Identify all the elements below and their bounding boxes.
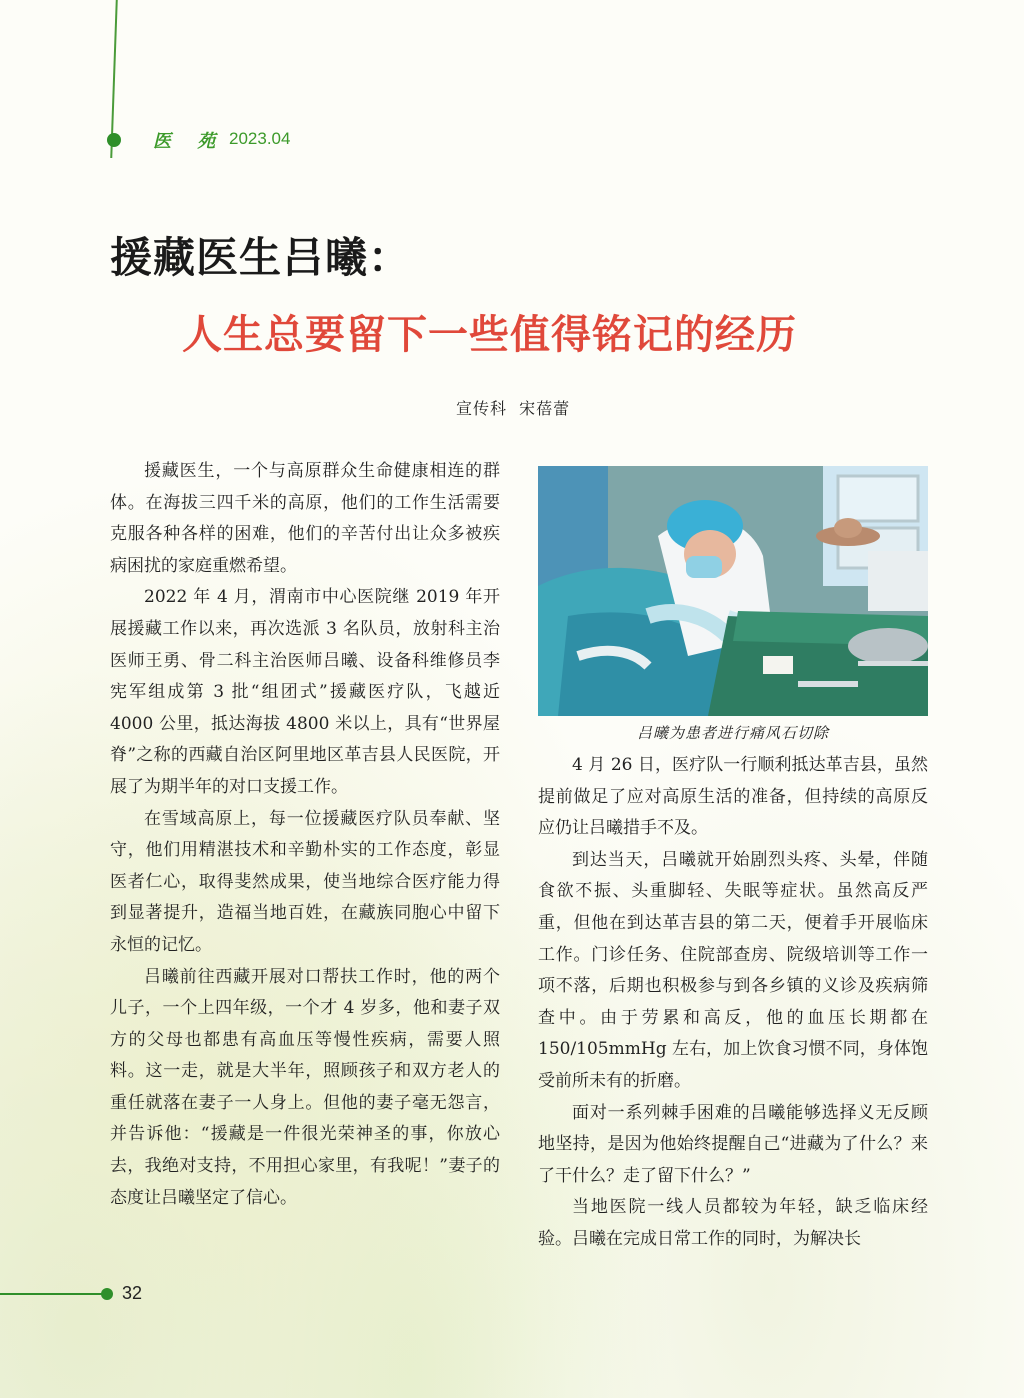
byline: 宣传科 宋蓓蕾 bbox=[456, 399, 571, 418]
surgery-photo bbox=[538, 466, 928, 716]
photo-caption: 吕曦为患者进行痛风石切除 bbox=[636, 724, 829, 742]
left-column bbox=[110, 456, 500, 1214]
paragraph: 面对一系列棘手困难的吕曦能够选择义无反顾地坚持，是因为他始终提醒自己“进藏为了什么？来了干什么？走了留下什么？” bbox=[538, 1102, 928, 1186]
paragraph: 援藏医生，一个与高原群众生命健康相连的群体。在海拔三四千米的高原，他们的工作生活需要克服各种各样的困难，他们的辛苦付出让众多被疾病困扰的家庭重燃希望。 bbox=[110, 461, 500, 576]
right-column bbox=[538, 750, 928, 1256]
footer-dot bbox=[101, 1288, 113, 1300]
footer-line bbox=[0, 1293, 108, 1295]
paragraph: 当地医院一线人员都较为年轻，缺乏临床经验。吕曦在完成日常工作的同时，为解决长 bbox=[538, 1197, 928, 1249]
issue-date: 2023.04 bbox=[229, 129, 291, 148]
article-title: 援藏医生吕曦： bbox=[110, 233, 412, 282]
header-dot bbox=[107, 133, 121, 147]
article-subtitle: 人生总要留下一些值得铭记的经历 bbox=[182, 311, 797, 358]
paragraph: 4 月 26 日，医疗队一行顺利抵达革吉县，虽然提前做足了应对高原生活的准备，但持续的高原反应仍让吕曦措手不及。 bbox=[538, 755, 928, 839]
paragraph: 2022 年 4 月，渭南市中心医院继 2019 年开展援藏工作以来，再次选派 3 名队员，放射科主治医师王勇、骨二科主治医师吕曦、设备科维修员李宪军组成第 3 批“组团式”援藏医疗队，飞越近 4000 公里，抵达海拔 4800 米以上，具有“世界屋脊”之称的西藏自治区阿里地区革吉县人民医院，开展了为期半年的对口支援工作。 bbox=[110, 587, 500, 797]
section-name: 医 苑 bbox=[153, 131, 226, 152]
surgery-photo-illustration bbox=[538, 466, 928, 716]
paragraph: 在雪域高原上，每一位援藏医疗队员奉献、坚守，他们用精湛技术和辛勤朴实的工作态度，彰显医者仁心，取得斐然成果，使当地综合医疗能力得到显著提升，造福当地百姓，在藏族同胞心中留下永恒的记忆。 bbox=[110, 808, 500, 955]
page-number: 32 bbox=[122, 1283, 143, 1303]
paragraph: 到达当天，吕曦就开始剧烈头疼、头晕，伴随食欲不振、头重脚轻、失眠等症状。虽然高反严重，但他在到达革吉县的第二天，便着手开展临床工作。门诊任务、住院部查房、院级培训等工作一项不落，后期也积极参与到各乡镇的义诊及疾病筛查中。由于劳累和高反，他的血压长期都在 150/105mmHg 左右，加上饮食习惯不同，身体饱受前所未有的折磨。 bbox=[538, 849, 928, 1091]
paragraph: 吕曦前往西藏开展对口帮扶工作时，他的两个儿子，一个上四年级，一个才 4 岁多，他和妻子双方的父母也都患有高血压等慢性疾病，需要人照料。这一走，就是大半年，照顾孩子和双方老人的重任就落在妻子一人身上。但他的妻子毫无怨言，并告诉他：“援藏是一件很光荣神圣的事，你放心去，我绝对支持，不用担心家里，有我呢！”妻子的态度让吕曦坚定了信心。 bbox=[110, 966, 500, 1208]
